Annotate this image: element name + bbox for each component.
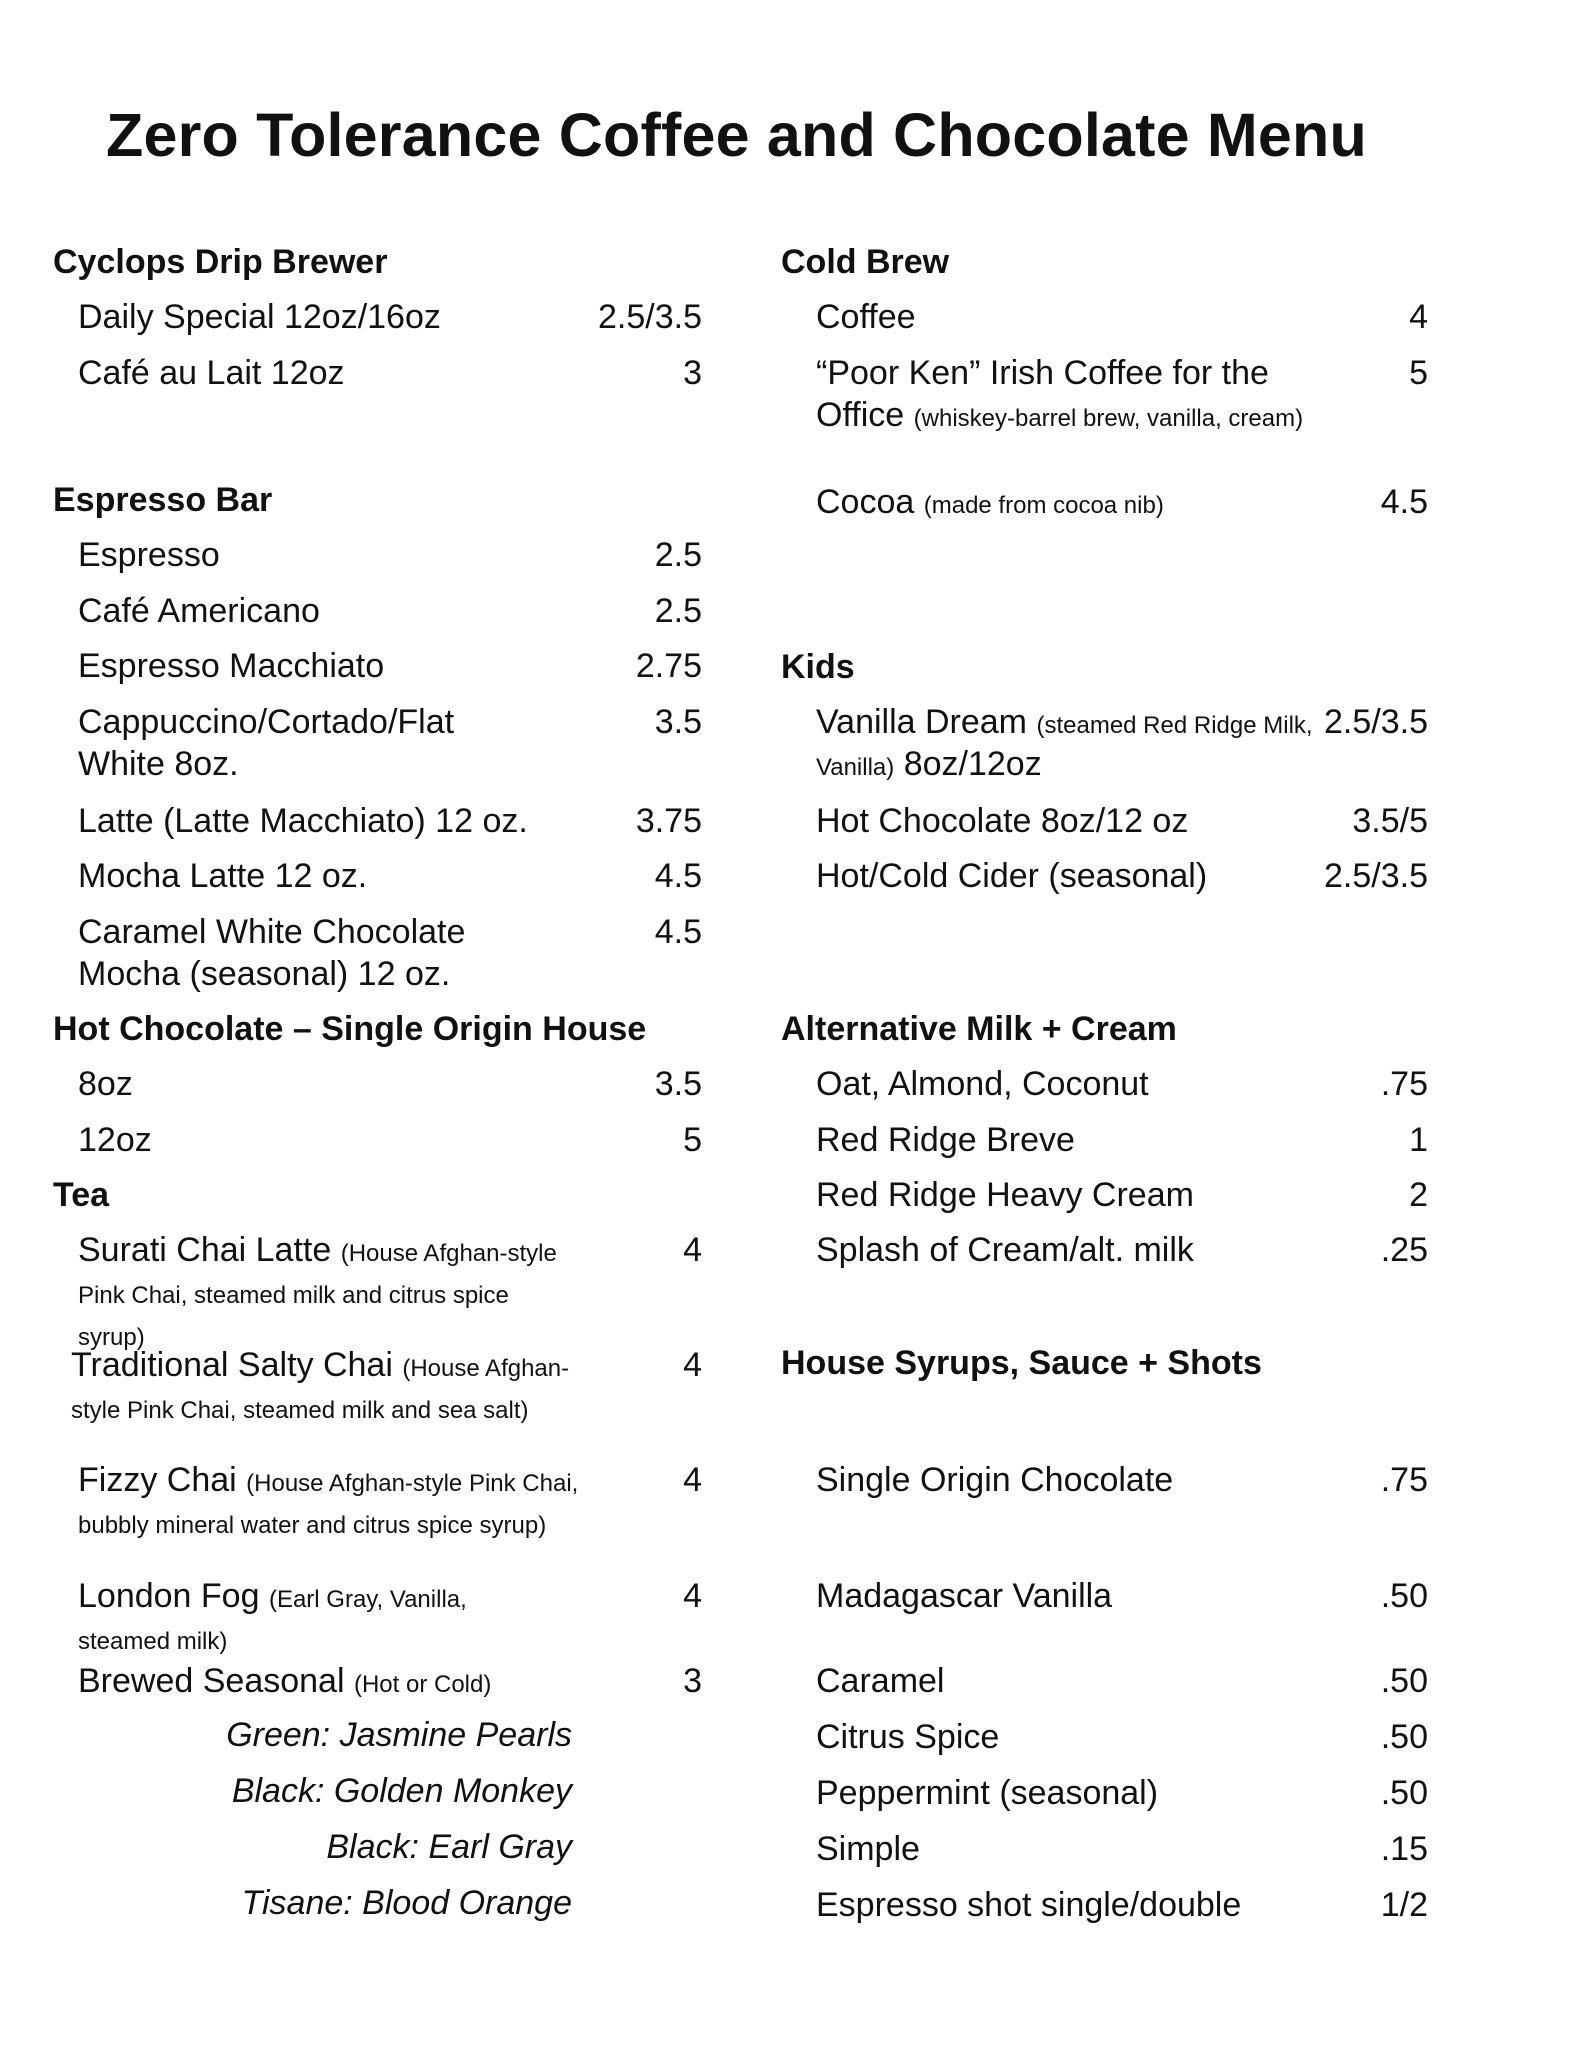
menu-item-price: 1 xyxy=(1409,1121,1428,1159)
menu-item-name-line: Mocha (seasonal) 12 oz. xyxy=(78,955,451,993)
menu-item-price: 5 xyxy=(1409,354,1428,392)
menu-item-name: Peppermint (seasonal) xyxy=(816,1774,1159,1812)
menu-item-tea xyxy=(78,1459,598,1543)
menu-item-name: Hot Chocolate 8oz/12 oz xyxy=(816,802,1189,840)
section-heading-syrups: House Syrups, Sauce + Shots xyxy=(781,1344,1262,1382)
menu-item-price: 4 xyxy=(683,1577,702,1615)
menu-item-name: Citrus Spice xyxy=(816,1718,1000,1756)
menu-item-name-line: “Poor Ken” Irish Coffee for the xyxy=(816,354,1269,392)
menu-item-price: 4 xyxy=(683,1346,702,1384)
menu-item-price: 2.75 xyxy=(635,647,702,685)
menu-item-price: .50 xyxy=(1380,1577,1428,1615)
menu-item-note: (House Afghan-style Pink Chai, steamed milk and sea salt) xyxy=(71,1355,570,1424)
menu-item-price: 4 xyxy=(683,1231,702,1269)
section-heading-cyclops: Cyclops Drip Brewer xyxy=(53,243,388,281)
menu-item-price: 4 xyxy=(683,1461,702,1499)
menu-item-tea xyxy=(71,1344,581,1428)
menu-item-price: .75 xyxy=(1380,1461,1428,1499)
menu-item-name: Espresso Macchiato xyxy=(78,647,385,685)
menu-item-name: Oat, Almond, Coconut xyxy=(816,1065,1149,1103)
menu-item-price: 2.5/3.5 xyxy=(1324,703,1428,741)
menu-item-size: 8oz/12oz xyxy=(903,745,1042,783)
menu-item-name-line: Caramel White Chocolate xyxy=(78,913,466,951)
menu-item-price: .15 xyxy=(1380,1830,1428,1868)
menu-item-name: Cocoa xyxy=(816,483,915,521)
menu-item-name: Red Ridge Breve xyxy=(816,1121,1075,1159)
menu-item-price: 3.5 xyxy=(654,703,702,741)
menu-item-price: .25 xyxy=(1380,1231,1428,1269)
section-heading-tea: Tea xyxy=(53,1176,110,1214)
menu-item-price: 3.75 xyxy=(635,802,702,840)
menu-item-note: (House Afghan-style Pink Chai, steamed milk and citrus spice syrup) xyxy=(78,1240,557,1351)
menu-item-note: (steamed Red Ridge Milk, Vanilla) xyxy=(816,712,1313,781)
menu-item-name: Espresso xyxy=(78,536,220,574)
menu-item-name: London Fog xyxy=(78,1577,260,1615)
menu-item-name: Caramel xyxy=(816,1662,945,1700)
menu-title: Zero Tolerance Coffee and Chocolate Menu xyxy=(106,101,1367,169)
menu-item-price: 4.5 xyxy=(654,913,702,951)
menu-item-name: Coffee xyxy=(816,298,916,336)
menu-item-name-line: Office xyxy=(816,396,905,434)
section-heading-cold-brew: Cold Brew xyxy=(781,243,950,281)
menu-item-price: 2.5 xyxy=(654,592,702,630)
menu-item-price: 4.5 xyxy=(1380,483,1428,521)
menu-item-name xyxy=(78,701,454,785)
menu-item-name-line: Cappuccino/Cortado/Flat xyxy=(78,703,455,741)
menu-item-name: Splash of Cream/alt. milk xyxy=(816,1231,1194,1269)
menu-item-price: .50 xyxy=(1380,1662,1428,1700)
menu-item-name: Café Americano xyxy=(78,592,320,630)
menu-item-tea xyxy=(78,1575,548,1659)
menu-item-price: 3 xyxy=(683,1662,702,1700)
menu-item-name: Latte (Latte Macchiato) 12 oz. xyxy=(78,802,528,840)
menu-item-name: 8oz xyxy=(78,1065,133,1103)
menu-item-note: (Hot or Cold) xyxy=(353,1671,492,1698)
menu-item-name xyxy=(78,911,465,995)
menu-item-price: 5 xyxy=(683,1121,702,1159)
menu-item-note: (made from cocoa nib) xyxy=(923,492,1164,519)
menu-item-name: Traditional Salty Chai xyxy=(71,1346,393,1384)
tea-variety: Black: Golden Monkey xyxy=(231,1772,572,1810)
menu-item-note: (whiskey-barrel brew, vanilla, cream) xyxy=(913,405,1304,432)
menu-item-note: (House Afghan-style Pink Chai, bubbly mineral water and citrus spice syrup) xyxy=(78,1470,579,1539)
menu-item-price: 1/2 xyxy=(1380,1886,1428,1924)
menu-item-name: Espresso shot single/double xyxy=(816,1886,1242,1924)
menu-item-name: Single Origin Chocolate xyxy=(816,1461,1174,1499)
menu-item-price: .50 xyxy=(1380,1774,1428,1812)
menu-item-name: Surati Chai Latte xyxy=(78,1231,332,1269)
menu-item-name: Brewed Seasonal xyxy=(78,1662,345,1700)
menu-item-tea xyxy=(78,1229,578,1355)
menu-item-cold-brew-cocoa xyxy=(816,481,1164,523)
section-heading-espresso: Espresso Bar xyxy=(53,481,273,519)
menu-item-price: 2.5/3.5 xyxy=(598,298,702,336)
section-heading-hot-chocolate: Hot Chocolate – Single Origin House xyxy=(53,1010,647,1048)
menu-item-price: 4.5 xyxy=(654,857,702,895)
menu-item-name: Simple xyxy=(816,1830,920,1868)
menu-item-name: Vanilla Dream xyxy=(816,703,1028,741)
tea-variety: Tisane: Blood Orange xyxy=(241,1884,572,1922)
menu-item-price: 3.5/5 xyxy=(1352,802,1428,840)
menu-item-price: 3 xyxy=(683,354,702,392)
tea-variety: Green: Jasmine Pearls xyxy=(226,1716,572,1754)
menu-item-name: Hot/Cold Cider (seasonal) xyxy=(816,857,1208,895)
menu-item-price: 2.5/3.5 xyxy=(1324,857,1428,895)
menu-item-price: 2.5 xyxy=(654,536,702,574)
menu-item-note: (Earl Gray, Vanilla, steamed milk) xyxy=(78,1586,467,1655)
menu-item-price: 3.5 xyxy=(654,1065,702,1103)
menu-item-cold-brew-irish xyxy=(816,352,1336,436)
menu-item-name: Madagascar Vanilla xyxy=(816,1577,1113,1615)
menu-item-price: 4 xyxy=(1409,298,1428,336)
section-heading-kids: Kids xyxy=(781,648,855,686)
menu-item-name: Mocha Latte 12 oz. xyxy=(78,857,368,895)
tea-variety: Black: Earl Gray xyxy=(326,1828,572,1866)
menu-item-kids-vanilla xyxy=(816,701,1316,785)
menu-item-name: Red Ridge Heavy Cream xyxy=(816,1176,1194,1214)
menu-item-name: Daily Special 12oz/16oz xyxy=(78,298,441,336)
menu-item-name: Fizzy Chai xyxy=(78,1461,237,1499)
menu-item-name-line: White 8oz. xyxy=(78,745,239,783)
section-heading-alt-milk: Alternative Milk + Cream xyxy=(781,1010,1177,1048)
menu-item-price: .75 xyxy=(1380,1065,1428,1103)
menu-item-name: Café au Lait 12oz xyxy=(78,354,345,392)
menu-item-price: .50 xyxy=(1380,1718,1428,1756)
menu-item-price: 2 xyxy=(1409,1176,1428,1214)
menu-item-tea xyxy=(78,1660,638,1702)
menu-item-name: 12oz xyxy=(78,1121,152,1159)
